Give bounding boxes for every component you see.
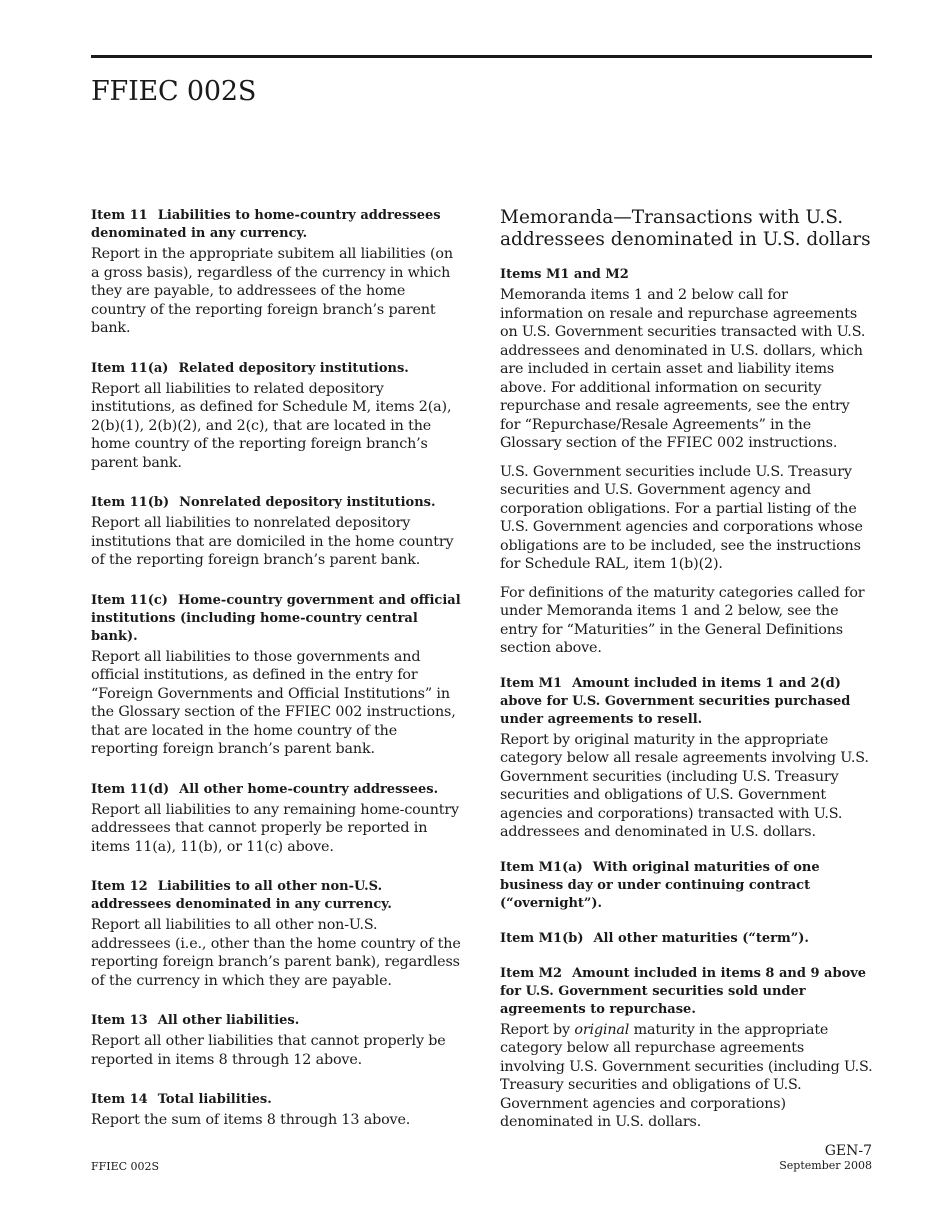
footer-right bbox=[779, 1143, 872, 1173]
item-body: Report all liabilities to related depository institutions, as defined for Schedule M, items 2(a), 2(b)(1), 2(b)(2), and 2(c), that are located in the home country of the reporting foreign branch’s parent bank. bbox=[91, 380, 452, 471]
item-heading: Item 11 Liabilities to home-country addressees denominated in any currency. bbox=[91, 208, 441, 241]
item-heading: Item 12 Liabilities to all other non-U.S. addressees denominated in any currency. bbox=[91, 879, 392, 912]
left-column bbox=[91, 207, 461, 1152]
item-body: Report in the appropriate subitem all liabilities (on a gross basis), regardless of the currency in which they are payable, to addressees of the home country of the reporting foreign branch’s parent bank. bbox=[91, 246, 453, 336]
item-heading: Item M1(a) With original maturities of one business day or under continuing contract (“overnight”). bbox=[500, 859, 820, 911]
item-11d bbox=[91, 781, 461, 857]
paragraph: For definitions of the maturity categories called for under Memoranda items 1 and 2 below, see the entry for “Maturities” in the General Definitions section above. bbox=[500, 584, 865, 656]
right-column bbox=[500, 207, 873, 1149]
item-body: Report by original maturity in the appropriate category below all repurchase agreements involving U.S. Government securities (including U.S. Treasury securities and obligations of U.S. Government agencies and corporations) denominated in U.S. dollars. bbox=[500, 1021, 873, 1130]
item-11a bbox=[91, 360, 461, 473]
item-body: Report the sum of items 8 through 13 above. bbox=[91, 1112, 411, 1128]
footer-date: September 2008 bbox=[779, 1159, 872, 1172]
item-body: Report all liabilities to those governments and official institutions, as defined in the entry for “Foreign Governments and Official Institutions” in the Glossary section of the FFIEC 002 instructions, that are located in the home country of the reporting foreign branch’s parent bank. bbox=[91, 648, 456, 757]
item-heading: Item 14 Total liabilities. bbox=[91, 1092, 272, 1107]
item-heading: Item 11(b) Nonrelated depository institutions. bbox=[91, 495, 436, 510]
item-m1 bbox=[500, 675, 873, 842]
item-heading: Item M2 Amount included in items 8 and 9 above for U.S. Government securities sold under agreements to repurchase. bbox=[500, 965, 867, 1017]
item-heading: Item 11(c) Home-country government and official institutions (including home-country central bank). bbox=[91, 592, 461, 644]
header-rule bbox=[91, 55, 872, 58]
item-heading: Item M1(b) All other maturities (“term”). bbox=[500, 930, 809, 946]
item-body: Report by original maturity in the appropriate category below all resale agreements involving U.S. Government securities (including U.S. Treasury securities and obligations of U.S. Government agencies and corporations) transacted with U.S. addressees and denominated in U.S. dollars. bbox=[500, 731, 869, 840]
item-heading: Item 13 All other liabilities. bbox=[91, 1013, 300, 1028]
items-m1-m2 bbox=[500, 266, 873, 658]
item-13 bbox=[91, 1012, 461, 1069]
item-14 bbox=[91, 1091, 461, 1130]
item-m2 bbox=[500, 965, 873, 1132]
emphasis: original bbox=[574, 1021, 630, 1038]
item-heading: Item M1 Amount included in items 1 and 2(d) above for U.S. Government securities purchased under agreements to resell. bbox=[500, 675, 851, 727]
item-body: Report all other liabilities that cannot properly be reported in items 8 through 12 above. bbox=[91, 1033, 446, 1068]
memoranda-heading: Memoranda—Transactions with U.S. addressees denominated in U.S. dollars bbox=[500, 207, 871, 250]
item-m1b bbox=[500, 930, 873, 948]
item-11b bbox=[91, 494, 461, 570]
item-12 bbox=[91, 878, 461, 990]
item-heading: Item 11(d) All other home-country addressees. bbox=[91, 781, 439, 797]
document-title: FFIEC 002S bbox=[91, 76, 257, 107]
item-heading: Item 11(a) Related depository institutions. bbox=[91, 360, 409, 376]
paragraph: U.S. Government securities include U.S. Treasury securities and U.S. Government agency and corporation obligations. For a partial listing of the U.S. Government agencies and corporations whose obligations are to be included, see the instructions for Schedule RAL, item 1(b)(2). bbox=[500, 463, 863, 572]
page-number: GEN-7 bbox=[824, 1143, 872, 1159]
footer-form-name: FFIEC 002S bbox=[91, 1160, 160, 1173]
item-body: Report all liabilities to nonrelated depository institutions that are domiciled in the home country of the reporting foreign branch’s parent bank. bbox=[91, 515, 454, 568]
item-body: Report all liabilities to all other non-U.S. addressees (i.e., other than the home country of the reporting foreign branch’s parent bank), regardless of the currency in which they are payable. bbox=[91, 917, 461, 989]
item-11c bbox=[91, 592, 461, 759]
item-11 bbox=[91, 207, 461, 338]
paragraph: Memoranda items 1 and 2 below call for information on resale and repurchase agreements on U.S. Government securities transacted with U.S. addressees and denominated in U.S. dollars, which are included in certain asset and liability items above. For additional information on security repurchase and resale agreements, see the entry for “Repurchase/Resale Agreements” in the Glossary section of the FFIEC 002 instructions. bbox=[500, 287, 866, 451]
item-heading: Items M1 and M2 bbox=[500, 267, 629, 282]
item-m1a bbox=[500, 859, 873, 913]
item-body: Report all liabilities to any remaining home-country addressees that cannot properly be reported in items 11(a), 11(b), or 11(c) above. bbox=[91, 801, 459, 855]
